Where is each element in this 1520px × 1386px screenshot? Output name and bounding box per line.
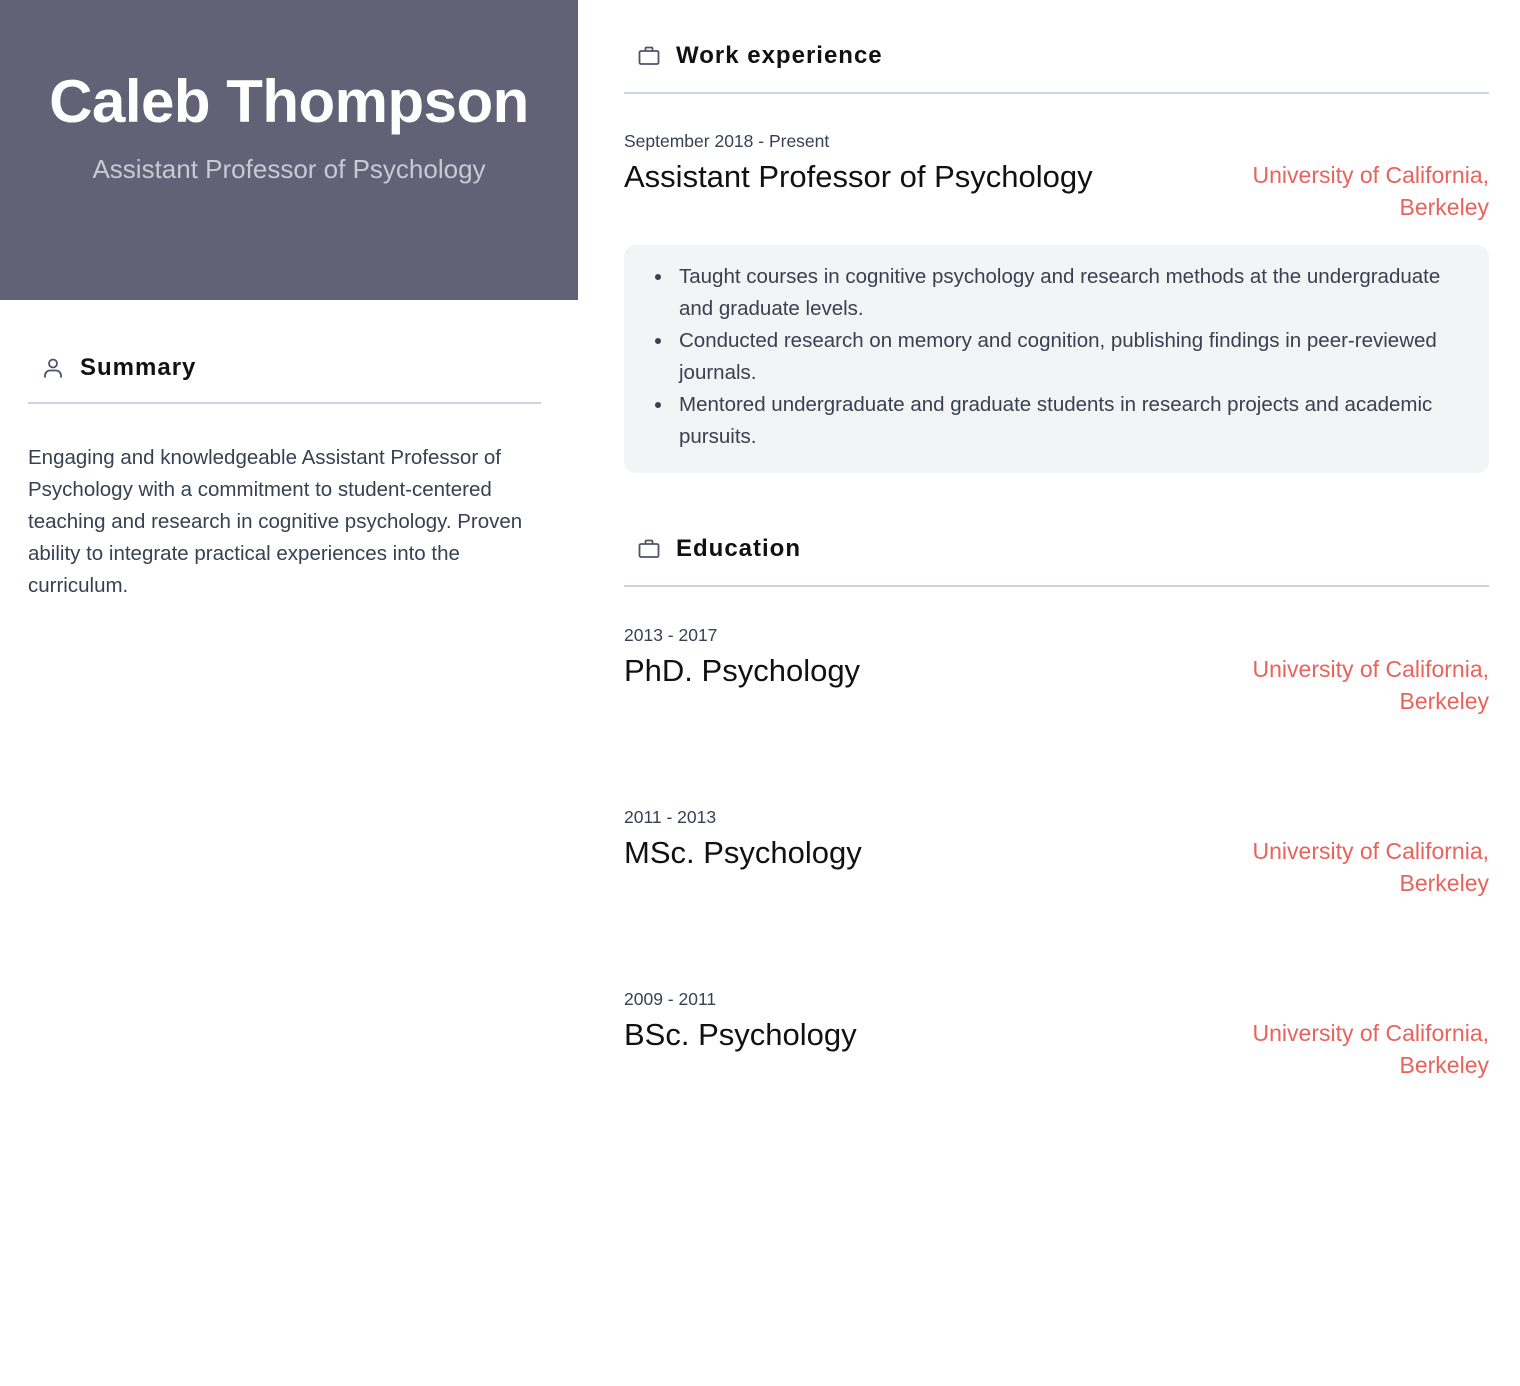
- work-heading: [624, 38, 1489, 74]
- education-entry: [624, 987, 1489, 1081]
- education-entry-title: MSc. Psychology: [624, 835, 862, 870]
- bullet-dot: [655, 274, 661, 280]
- work-entry: [624, 129, 1489, 473]
- highlight-item: Taught courses in cognitive psychology and research methods at the undergraduate and graduate levels.: [679, 261, 1449, 325]
- work-entry-highlights: [624, 245, 1489, 473]
- highlight-item: Mentored undergraduate and graduate students in research projects and academic pursuits.: [679, 389, 1449, 453]
- education-entry-org: University of California, Berkeley: [1252, 838, 1489, 896]
- education-heading-label: Education: [676, 535, 802, 562]
- education-entry-title: PhD. Psychology: [624, 653, 861, 688]
- education-entry-date: 2009 - 2011: [624, 989, 717, 1009]
- profile-name: Caleb Thompson: [49, 68, 529, 135]
- education-entry-title: BSc. Psychology: [624, 1017, 857, 1052]
- bullet-dot: [655, 338, 661, 344]
- work-entry-date: September 2018 - Present: [624, 131, 830, 151]
- profile-title: Assistant Professor of Psychology: [92, 154, 486, 184]
- summary-heading: [28, 350, 541, 386]
- education-section: [624, 531, 1489, 1081]
- work-entry-row: [624, 153, 1489, 223]
- work-divider: [624, 92, 1489, 94]
- briefcase-icon: [636, 43, 662, 69]
- summary-section: [0, 300, 578, 602]
- work-entry-org: University of California, Berkeley: [1252, 162, 1489, 220]
- work-section: [624, 38, 1489, 473]
- right-column: [578, 0, 1520, 1386]
- left-column: [0, 0, 578, 1386]
- briefcase-icon: [636, 536, 662, 562]
- education-entry-date: 2011 - 2013: [624, 807, 717, 827]
- education-entry-org: University of California, Berkeley: [1252, 656, 1489, 714]
- bullet-dot: [655, 402, 661, 408]
- summary-text: Engaging and knowledgeable Assistant Professor of Psychology with a commitment to student-centered teaching and research in cognitive psychology. Proven ability to integrate practical experiences into the curriculum.: [28, 446, 523, 597]
- education-entry-row: [624, 1011, 1489, 1081]
- education-divider: [624, 585, 1489, 587]
- education-entry-org: University of California, Berkeley: [1252, 1020, 1489, 1078]
- user-icon: [40, 355, 66, 381]
- summary-divider: [28, 402, 541, 404]
- profile-header: [0, 0, 578, 300]
- education-entry-row: [624, 829, 1489, 899]
- work-heading-label: Work experience: [676, 42, 883, 69]
- highlight-item: Conducted research on memory and cognition, publishing findings in peer-reviewed journals.: [679, 325, 1449, 389]
- summary-heading-label: Summary: [80, 354, 197, 381]
- education-entry-date: 2013 - 2017: [624, 625, 718, 645]
- work-entry-title: Assistant Professor of Psychology: [624, 159, 1093, 194]
- education-entry: [624, 805, 1489, 899]
- education-entry: [624, 623, 1489, 717]
- education-entry-row: [624, 647, 1489, 717]
- education-heading: [624, 531, 1489, 567]
